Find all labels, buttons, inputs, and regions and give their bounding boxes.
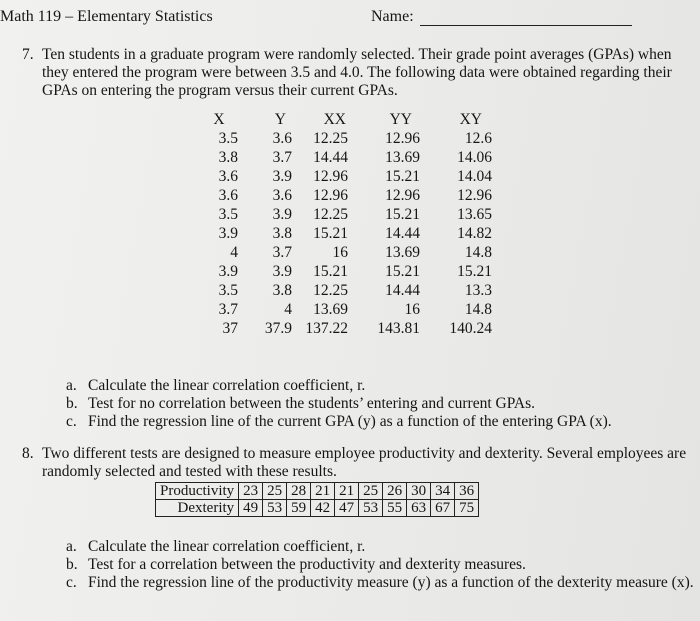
- cell-yy: 13.69: [385, 149, 420, 166]
- q7-part-c: [66, 413, 612, 431]
- cell-y: 3.8: [272, 225, 292, 242]
- cell-x: 3.6: [218, 168, 238, 185]
- cell-y: 4: [284, 301, 292, 318]
- cell-xx: 15.21: [313, 263, 348, 280]
- cell-xx: 12.25: [313, 206, 348, 223]
- cell-x: 3.6: [218, 187, 238, 204]
- q8-part-a: [66, 538, 694, 556]
- cell-yy: 16: [404, 301, 420, 318]
- q8-prompt: [42, 445, 686, 481]
- cell-value: 28: [287, 483, 311, 500]
- col-header-y: Y: [274, 111, 286, 128]
- col-header-x: X: [213, 111, 225, 128]
- cell-value: 47: [335, 500, 359, 517]
- cell-x: 3.5: [218, 206, 238, 223]
- part-letter: c.: [66, 413, 77, 430]
- cell-xy: 13.65: [457, 206, 492, 223]
- cell-y: 3.7: [272, 149, 292, 166]
- row-label: Productivity: [156, 483, 239, 500]
- col-header-yy: YY: [389, 111, 412, 128]
- cell-x: 4: [230, 244, 238, 261]
- q8-part-b: [66, 556, 694, 574]
- cell-y-total: 37.9: [264, 320, 292, 337]
- cell-value: 75: [455, 500, 479, 517]
- name-field: [371, 8, 632, 26]
- cell-xy-total: 140.24: [449, 320, 492, 337]
- part-text: Calculate the linear correlation coefficient, r.: [88, 377, 366, 394]
- cell-xy: 14.8: [464, 244, 492, 261]
- cell-value: 25: [263, 483, 287, 500]
- gpa-data-table: [200, 110, 492, 338]
- cell-value: 30: [407, 483, 431, 500]
- q8-line: Two different tests are designed to measure employee productivity and dexterity. Several employees are: [42, 445, 687, 462]
- cell-xy: 14.82: [457, 225, 492, 242]
- dexterity-row: [156, 500, 479, 517]
- cell-xy: 14.04: [457, 168, 492, 185]
- cell-y: 3.8: [272, 282, 292, 299]
- cell-yy: 15.21: [385, 206, 420, 223]
- course-title: Math 119 – Elementary Statistics: [0, 8, 213, 25]
- cell-yy: 12.96: [385, 187, 420, 204]
- cell-value: 23: [239, 483, 263, 500]
- table-row: [200, 129, 492, 148]
- name-label: Name:: [371, 8, 414, 25]
- cell-x: 3.8: [218, 149, 238, 166]
- part-text: Find the regression line of the productivity measure (y) as a function of the dexterity measure (x).: [88, 574, 694, 591]
- productivity-row: [156, 483, 479, 500]
- cell-value: 26: [383, 483, 407, 500]
- q8-line: randomly selected and tested with these results.: [42, 463, 337, 480]
- part-letter: c.: [66, 574, 77, 591]
- part-text: Test for a correlation between the productivity and dexterity measures.: [88, 556, 526, 573]
- q8-part-c: [66, 574, 694, 592]
- q7-line: they entered the program were between 3.5 and 4.0. The following data were obtained regarding their: [42, 64, 672, 81]
- cell-value: 42: [311, 500, 335, 517]
- cell-yy: 15.21: [385, 168, 420, 185]
- cell-yy-total: 143.81: [377, 320, 420, 337]
- name-blank-line: [420, 9, 632, 26]
- cell-x: 3.9: [218, 263, 238, 280]
- table-row: [200, 262, 492, 281]
- part-letter: b.: [66, 556, 78, 573]
- q7-part-a: [66, 377, 612, 395]
- table-row-totals: [200, 319, 492, 338]
- cell-yy: 14.44: [385, 282, 420, 299]
- q7-prompt: [42, 46, 672, 100]
- col-header-xx: XX: [323, 111, 346, 128]
- cell-y: 3.6: [272, 130, 292, 147]
- q7-part-b: [66, 395, 612, 413]
- cell-xx: 15.21: [313, 225, 348, 242]
- cell-xy: 12.6: [464, 130, 492, 147]
- cell-xy: 12.96: [457, 187, 492, 204]
- cell-xy: 14.8: [464, 301, 492, 318]
- productivity-dexterity-table: [155, 482, 479, 517]
- table-row: [200, 205, 492, 224]
- cell-value: 53: [359, 500, 383, 517]
- cell-value: 53: [263, 500, 287, 517]
- cell-yy: 12.96: [385, 130, 420, 147]
- q7-line: GPAs on entering the program versus their current GPAs.: [42, 82, 398, 99]
- q7-parts: [66, 377, 612, 431]
- col-header-xy: XY: [459, 111, 482, 128]
- cell-value: 36: [455, 483, 479, 500]
- cell-xx: 16: [332, 244, 348, 261]
- part-text: Test for no correlation between the students’ entering and current GPAs.: [88, 395, 535, 412]
- part-text: Find the regression line of the current GPA (y) as a function of the entering GPA (x).: [88, 413, 612, 430]
- q8-number: 8.: [22, 445, 34, 462]
- table-row: [200, 224, 492, 243]
- cell-yy: 15.21: [385, 263, 420, 280]
- part-text: Calculate the linear correlation coefficient, r.: [88, 538, 366, 555]
- gpa-header-row: [200, 110, 492, 129]
- cell-xx: 12.25: [313, 282, 348, 299]
- cell-value: 49: [239, 500, 263, 517]
- cell-xx: 12.96: [313, 168, 348, 185]
- cell-value: 21: [335, 483, 359, 500]
- cell-value: 63: [407, 500, 431, 517]
- cell-xx: 13.69: [313, 301, 348, 318]
- part-letter: a.: [66, 538, 77, 555]
- cell-value: 55: [383, 500, 407, 517]
- cell-value: 67: [431, 500, 455, 517]
- part-letter: b.: [66, 395, 78, 412]
- q8-parts: [66, 538, 694, 592]
- cell-y: 3.9: [272, 206, 292, 223]
- cell-xx: 14.44: [313, 149, 348, 166]
- cell-value: 59: [287, 500, 311, 517]
- cell-x: 3.7: [218, 301, 238, 318]
- cell-y: 3.6: [272, 187, 292, 204]
- cell-x: 3.5: [218, 282, 238, 299]
- cell-xy: 15.21: [457, 263, 492, 280]
- cell-value: 34: [431, 483, 455, 500]
- cell-x: 3.9: [218, 225, 238, 242]
- table-row: [200, 281, 492, 300]
- table-row: [200, 148, 492, 167]
- cell-y: 3.9: [272, 168, 292, 185]
- cell-xx: 12.96: [313, 187, 348, 204]
- table-row: [200, 243, 492, 262]
- q7-number: 7.: [22, 46, 34, 63]
- cell-x: 3.5: [218, 130, 238, 147]
- cell-xy: 14.06: [457, 149, 492, 166]
- table-row: [200, 167, 492, 186]
- cell-xx: 12.25: [313, 130, 348, 147]
- table-row: [200, 186, 492, 205]
- cell-x-total: 37: [222, 320, 238, 337]
- cell-yy: 13.69: [385, 244, 420, 261]
- cell-y: 3.7: [272, 244, 292, 261]
- cell-value: 25: [359, 483, 383, 500]
- cell-yy: 14.44: [385, 225, 420, 242]
- q7-line: Ten students in a graduate program were randomly selected. Their grade point averages (GPAs) when: [42, 46, 672, 63]
- table-row: [200, 300, 492, 319]
- part-letter: a.: [66, 377, 77, 394]
- row-label: Dexterity: [156, 500, 239, 517]
- cell-xy: 13.3: [464, 282, 492, 299]
- cell-value: 21: [311, 483, 335, 500]
- cell-y: 3.9: [272, 263, 292, 280]
- cell-xx-total: 137.22: [305, 320, 348, 337]
